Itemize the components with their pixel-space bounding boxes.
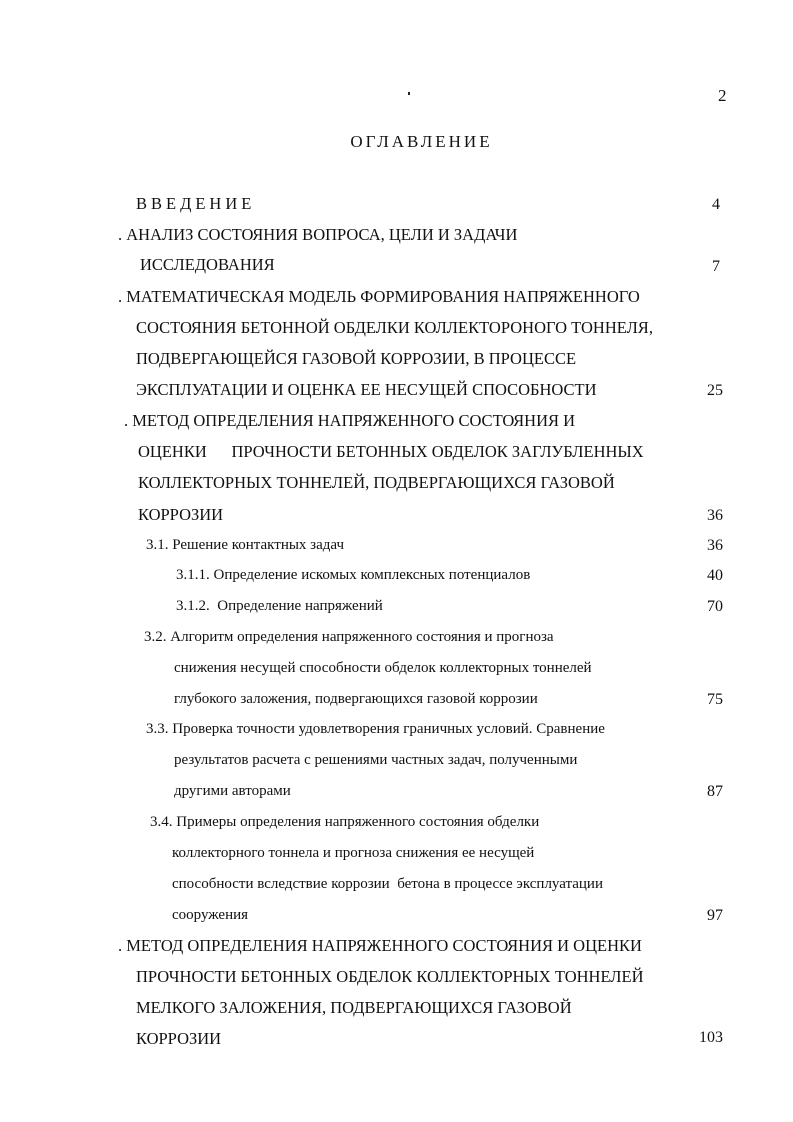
toc-intro-label: ВВЕДЕНИЕ bbox=[136, 194, 256, 213]
toc-ch3-line-4: КОРРОЗИИ bbox=[138, 505, 224, 524]
page-number: 2 bbox=[718, 86, 727, 105]
toc-s3-1-page: 36 bbox=[707, 537, 723, 554]
toc-s3-3-line-3: другими авторами bbox=[174, 783, 291, 799]
scan-speck bbox=[408, 92, 410, 95]
toc-ch1-page: 7 bbox=[712, 258, 720, 275]
toc-ch2-line-2: СОСТОЯНИЯ БЕТОННОЙ ОБДЕЛКИ КОЛЛЕКТОРОНОГО ТОННЕЛЯ, bbox=[136, 318, 653, 337]
toc-s3-2-line-2: снижения несущей способности обделок коллекторных тоннелей bbox=[174, 660, 592, 676]
toc-ch4-line-2: ПРОЧНОСТИ БЕТОННЫХ ОБДЕЛОК КОЛЛЕКТОРНЫХ ТОННЕЛЕЙ bbox=[136, 967, 644, 986]
toc-ch3-line-3: КОЛЛЕКТОРНЫХ ТОННЕЛЕЙ, ПОДВЕРГАЮЩИХСЯ ГАЗОВОЙ bbox=[138, 473, 615, 492]
toc-s3-4-line-3: способности вследствие коррозии бетона в процессе эксплуатации bbox=[172, 876, 603, 892]
toc-ch3-line-2: ОЦЕНКИ ПРОЧНОСТИ БЕТОННЫХ ОБДЕЛОК ЗАГЛУБЛЕННЫХ bbox=[138, 442, 644, 461]
toc-s3-2-line-1: 3.2. Алгоритм определения напряженного состояния и прогноза bbox=[144, 629, 554, 645]
toc-s3-1-2-page: 70 bbox=[707, 598, 723, 615]
toc-ch4-page: 103 bbox=[699, 1029, 723, 1046]
toc-ch1-line-2: ИССЛЕДОВАНИЯ bbox=[140, 255, 275, 274]
toc-ch2-line-3: ПОДВЕРГАЮЩЕЙСЯ ГАЗОВОЙ КОРРОЗИИ, В ПРОЦЕССЕ bbox=[136, 349, 577, 368]
toc-ch1-line-1: . АНАЛИЗ СОСТОЯНИЯ ВОПРОСА, ЦЕЛИ И ЗАДАЧИ bbox=[118, 225, 518, 244]
toc-ch4-line-1: . МЕТОД ОПРЕДЕЛЕНИЯ НАПРЯЖЕННОГО СОСТОЯНИЯ И ОЦЕНКИ bbox=[118, 936, 642, 955]
toc-s3-3-line-2: результатов расчета с решениями частных задач, полученными bbox=[174, 752, 578, 768]
toc-s3-1-1-label: 3.1.1. Определение искомых комплексных потенциалов bbox=[176, 567, 531, 583]
page-title: ОГЛАВЛЕНИЕ bbox=[350, 132, 493, 151]
toc-s3-4-page: 97 bbox=[707, 907, 723, 924]
toc-intro-page: 4 bbox=[712, 196, 720, 213]
toc-ch3-line-1: . МЕТОД ОПРЕДЕЛЕНИЯ НАПРЯЖЕННОГО СОСТОЯНИЯ И bbox=[124, 411, 576, 430]
toc-ch3-page: 36 bbox=[707, 507, 723, 524]
toc-ch2-page: 25 bbox=[707, 382, 723, 399]
toc-s3-2-page: 75 bbox=[707, 691, 723, 708]
toc-s3-1-2-label: 3.1.2. Определение напряжений bbox=[176, 598, 383, 614]
toc-ch2-line-1: . МАТЕМАТИЧЕСКАЯ МОДЕЛЬ ФОРМИРОВАНИЯ НАПРЯЖЕННОГО bbox=[118, 287, 640, 306]
toc-s3-3-page: 87 bbox=[707, 783, 723, 800]
toc-s3-4-line-4: сооружения bbox=[172, 907, 249, 923]
toc-ch4-line-4: КОРРОЗИИ bbox=[136, 1029, 222, 1048]
toc-ch2-line-4: ЭКСПЛУАТАЦИИ И ОЦЕНКА ЕЕ НЕСУЩЕЙ СПОСОБНОСТИ bbox=[136, 380, 597, 399]
toc-s3-2-line-3: глубокого заложения, подвергающихся газовой коррозии bbox=[174, 691, 538, 707]
toc-s3-1-label: 3.1. Решение контактных задач bbox=[146, 537, 344, 553]
toc-ch4-line-3: МЕЛКОГО ЗАЛОЖЕНИЯ, ПОДВЕРГАЮЩИХСЯ ГАЗОВОЙ bbox=[136, 998, 572, 1017]
toc-s3-3-line-1: 3.3. Проверка точности удовлетворения граничных условий. Сравнение bbox=[146, 721, 605, 737]
toc-s3-1-1-page: 40 bbox=[707, 567, 723, 584]
toc-s3-4-line-1: 3.4. Примеры определения напряженного состояния обделки bbox=[150, 814, 540, 830]
toc-s3-4-line-2: коллекторного тоннела и прогноза снижения ее несущей bbox=[172, 845, 535, 861]
